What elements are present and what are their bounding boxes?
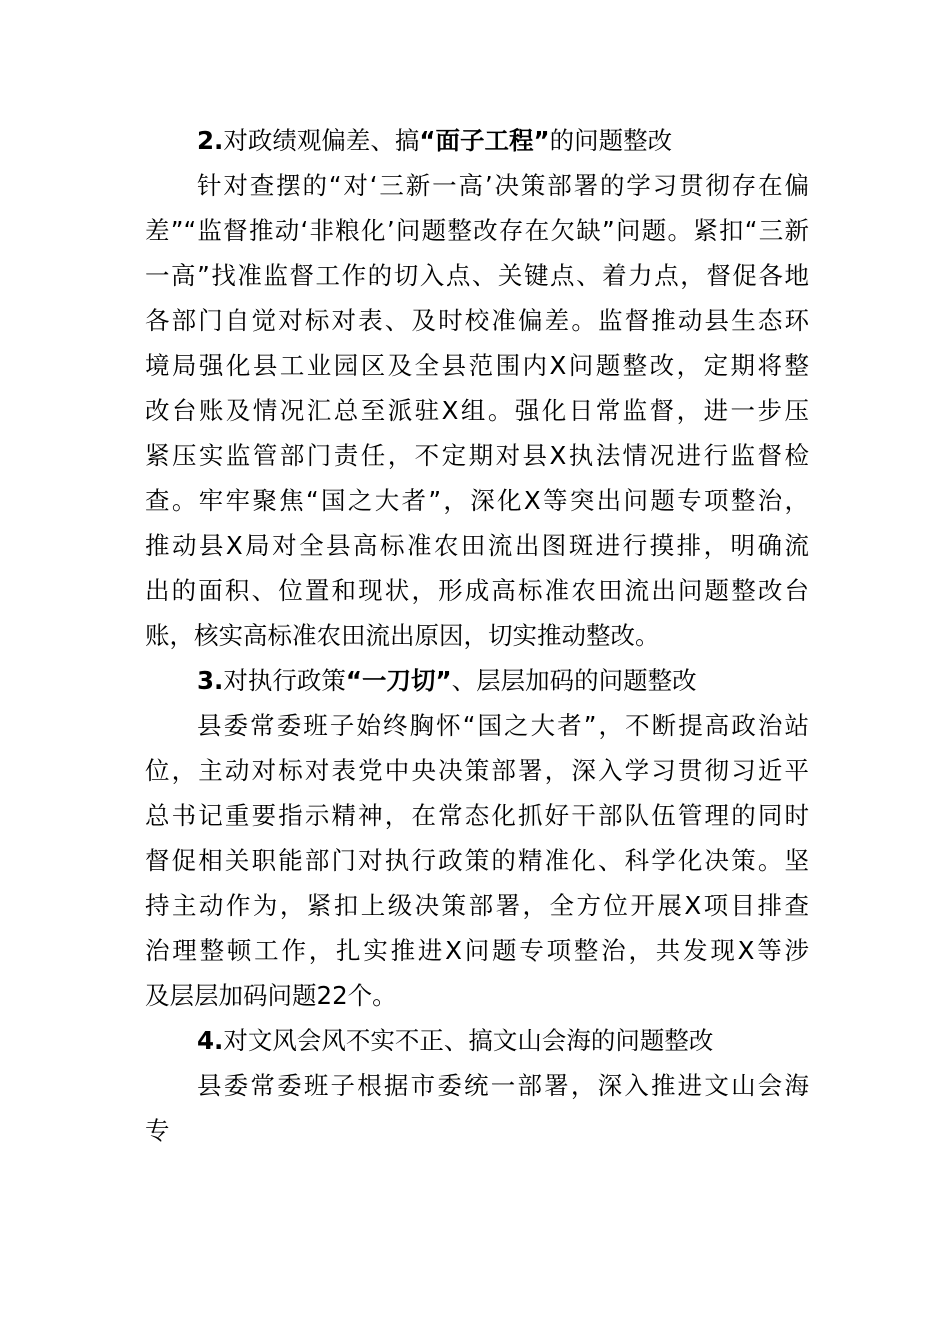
paragraph-line: 改台账及情况汇总至派驻X组。强化日常监督，进一步压	[145, 396, 809, 425]
paragraph-line: 县委常委班子始终胸怀“国之大者”，不断提高政治站	[197, 711, 809, 740]
paragraph-line: 各部门自觉对标对表、及时校准偏差。监督推动县生态环	[145, 306, 809, 335]
paragraph-line: 治理整顿工作，扎实推进X问题专项整治，共发现X等涉	[145, 936, 809, 965]
paragraph-line: 位，主动对标对表党中央决策部署，深入学习贯彻习近平	[145, 756, 809, 785]
paragraph-line: 针对查摆的“对‘三新一高’决策部署的学习贯彻存在偏	[197, 171, 809, 200]
heading-quoted: “面子工程”	[419, 126, 550, 155]
heading-text: 对政绩观偏差、搞	[223, 126, 420, 155]
section-heading	[145, 658, 809, 703]
heading-number: 3.	[197, 666, 224, 695]
paragraph-line: 县委常委班子根据市委统一部署，深入推进文山会海	[197, 1071, 809, 1100]
paragraph-line: 持主动作为，紧扣上级决策部署，全方位开展X项目排查	[145, 891, 809, 920]
paragraph-line: 一高”找准监督工作的切入点、关键点、着力点，督促各地	[145, 261, 809, 290]
paragraph-line: 督促相关职能部门对执行政策的精准化、科学化决策。坚	[145, 846, 809, 875]
section-heading	[145, 1018, 809, 1063]
paragraph-line: 总书记重要指示精神，在常态化抓好干部队伍管理的同时	[145, 801, 809, 830]
heading-text: 对执行政策	[223, 666, 346, 695]
heading-text: 对文风会风不实不正、搞文山会海的问题整改	[223, 1026, 714, 1055]
paragraph-line: 账，核实高标准农田流出原因，切实推动整改。	[145, 621, 660, 650]
paragraph-line: 专	[145, 1116, 170, 1145]
paragraph-line: 差”“监督推动‘非粮化’问题整改存在欠缺”问题。紧扣“三新	[145, 216, 809, 245]
document-page	[145, 118, 809, 1153]
paragraph-line: 推动县X局对全县高标准农田流出图斑进行摸排，明确流	[145, 531, 809, 560]
heading-text-tail: 、层层加码的问题整改	[451, 666, 697, 695]
heading-quoted: “一刀切”	[345, 666, 452, 695]
paragraph-line: 境局强化县工业园区及全县范围内X问题整改，定期将整	[145, 351, 809, 380]
paragraph-line: 出的面积、位置和现状，形成高标准农田流出问题整改台	[145, 576, 809, 605]
paragraph-line: 及层层加码问题22个。	[145, 981, 397, 1010]
paragraph-line: 紧压实监管部门责任，不定期对县X执法情况进行监督检	[145, 441, 809, 470]
section-heading	[145, 118, 809, 163]
heading-number: 4.	[197, 1026, 224, 1055]
paragraph-line: 查。牢牢聚焦“国之大者”，深化X等突出问题专项整治，	[145, 486, 809, 515]
heading-text-tail: 的问题整改	[549, 126, 673, 155]
heading-number: 2.	[197, 126, 224, 155]
